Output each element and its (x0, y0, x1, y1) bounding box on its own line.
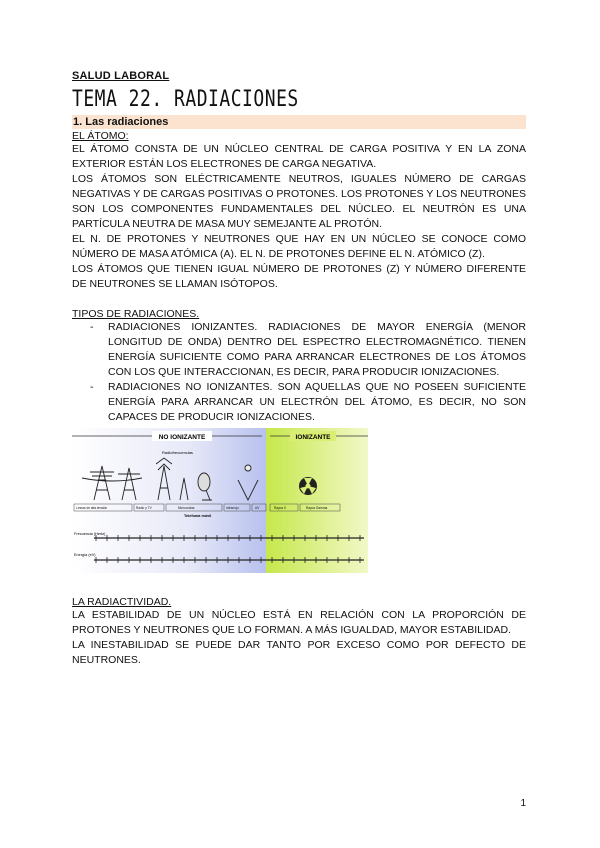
page-title: TEMA 22. RADIACIONES (72, 86, 299, 113)
list-item: - RADIACIONES NO IONIZANTES. SON AQUELLAS QUE NO POSEEN SUFICIENTE ENERGÍA PARA ARRANCAR UN ELECTRÓN DEL ÁTOMO, ES DECIR, NO SON CAPACES DE PRODUCIR IONIZACIONES. (108, 380, 526, 425)
radio-label: Radiofrecuencias (162, 450, 193, 455)
ionizing-region (266, 428, 368, 573)
band-label: Radio y TV (136, 506, 152, 510)
band-label: UV (255, 506, 260, 510)
types-list (72, 320, 526, 425)
band-label: Líneas de alta tensión (76, 506, 108, 510)
section-heading: 1. Las radiaciones (72, 115, 526, 129)
spectrum-svg (72, 428, 368, 573)
atom-subheading: EL ÁTOMO: (72, 130, 129, 142)
radioactivity-paragraph-2: LA INESTABILIDAD SE PUEDE DAR TANTO POR EXCESO COMO POR DEFECTO DE NEUTRONES. (72, 639, 526, 666)
document-page (72, 70, 526, 668)
atom-paragraph-1: EL ÁTOMO CONSTA DE UN NÚCLEO CENTRAL DE CARGA POSITIVA Y EN LA ZONA EXTERIOR ESTÁN LOS ELECTRONES DE CARGA NEGATIVA. (72, 143, 526, 170)
no-ionizing-label: NO IONIZANTE (158, 434, 206, 441)
list-item: - RADIACIONES IONIZANTES. RADIACIONES DE MAYOR ENERGÍA (MENOR LONGITUD DE ONDA) DENTRO DEL ESPECTRO ELECTROMAGNÉTICO. TIENEN ENERGÍA SUFICIENTE COMO PARA ARRANCAR ELECTRONES DE LOS ÁTOMOS CON LOS QUE INTERACCIONAN, ES DECIR, PARA PRODUCIR IONIZACIONES. (108, 320, 526, 380)
band-label: Microondas (178, 506, 195, 510)
atom-paragraph-4: LOS ÁTOMOS QUE TIENEN IGUAL NÚMERO DE PROTONES (Z) Y NÚMERO DIFERENTE DE NEUTRONES SE LLAMAN ISÓTOPOS. (72, 263, 526, 290)
atom-paragraph-2: LOS ÁTOMOS SON ELÉCTRICAMENTE NEUTROS, IGUALES NÚMERO DE CARGAS NEGATIVAS Y DE CARGAS POSITIVAS O PROTONES. LOS PROTONES Y LOS NEUTRONES SON LOS COMPONENTES FUNDAMENTALES DEL NÚCLEO. EL NEUTRÓN ES UNA PARTÍCULA NEUTRA DE MASA MUY SEMEJANTE AL PROTÓN. (72, 173, 526, 230)
spectrum-figure (72, 428, 368, 573)
radioactivity-paragraph-1: LA ESTABILIDAD DE UN NÚCLEO ESTÁ EN RELACIÓN CON LA PROPORCIÓN DE PROTONES Y NEUTRONES QUE LO FORMAN. A MÁS IGUALDAD, MAYOR ESTABILIDAD. (72, 609, 526, 636)
band-label: Rayos Gamma (306, 506, 328, 510)
radioactivity-subheading: LA RADIACTIVIDAD. (72, 596, 172, 608)
document-header: SALUD LABORAL (72, 70, 170, 82)
atom-paragraph-3: EL N. DE PROTONES Y NEUTRONES QUE HAY EN UN NÚCLEO SE CONOCE COMO NÚMERO DE MASA ATÓMICA (A). EL N. DE PROTONES DEFINE EL N. ATÓMICO (Z). (72, 233, 526, 260)
radioactive-icon (299, 477, 317, 495)
band-label: Infrarrojo (226, 506, 239, 510)
ionizing-label: IONIZANTE (295, 434, 331, 441)
types-subheading: TIPOS DE RADIACIONES. (72, 308, 200, 320)
band-label: Rayos X (274, 506, 287, 510)
page-number: 1 (520, 798, 526, 809)
mobile-label: Telefonía móvil (184, 514, 212, 518)
frequency-label: Frecuencia (Hertz) (74, 532, 106, 536)
energy-label: Energía (eV) (74, 553, 96, 557)
